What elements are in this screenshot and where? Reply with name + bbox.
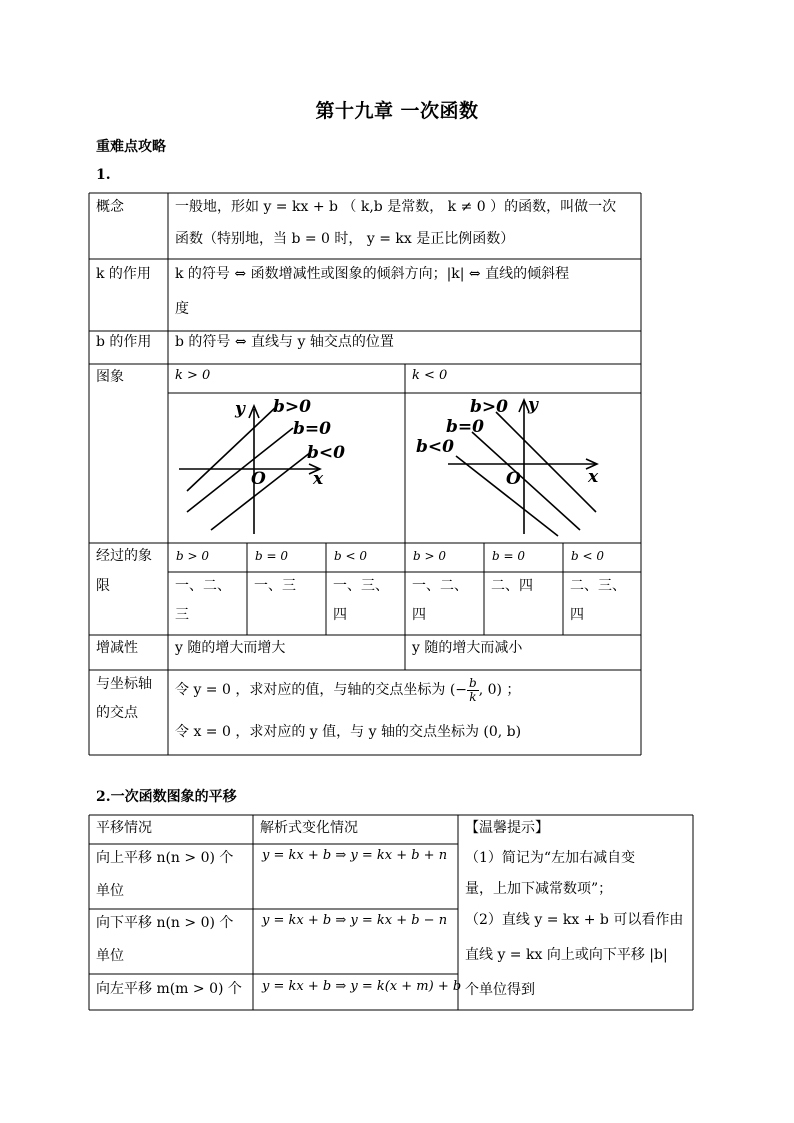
label-b-positive-left: b>0 <box>273 397 311 417</box>
quadrant-value: 一、三、 <box>333 578 389 594</box>
axis-x-label-right: x <box>588 467 599 487</box>
tip-line: （1）简记为“左加右减自变 <box>465 850 636 866</box>
k-negative-head: k < 0 <box>412 368 448 383</box>
monotonic-increasing: y 随的增大而增大 <box>175 640 286 656</box>
item-number-1: 1. <box>96 167 111 183</box>
quadrant-value: 四 <box>333 607 347 623</box>
intersection-label-2: 的交点 <box>96 705 138 721</box>
quadrant-value: 二、四 <box>491 578 533 594</box>
quadrant-label-1: 经过的象 <box>96 548 152 564</box>
origin-label-left: O <box>251 469 266 489</box>
tip-line: 直线 y = kx 向上或向下平移 |b| <box>465 947 668 963</box>
intersection-line-1-text: 令 y = 0 ，求对应的值，与轴的交点坐标为 <box>175 682 446 698</box>
quadrant-head: b < 0 <box>334 549 367 563</box>
t2-head-tip: 【温馨提示】 <box>465 820 549 836</box>
t2-head-case: 平移情况 <box>96 820 152 836</box>
shift-expression: y = kx + b ⇒ y = k(x + m) + b <box>262 979 462 994</box>
shift-case-line: 单位 <box>96 883 124 899</box>
quadrant-value: 二、三、 <box>570 578 626 594</box>
intersection-label-1: 与坐标轴 <box>96 676 152 692</box>
quadrant-head: b = 0 <box>492 549 525 563</box>
label-b-zero-left: b=0 <box>293 419 331 439</box>
quadrant-head: b < 0 <box>571 549 604 563</box>
quadrant-head: b > 0 <box>176 549 209 563</box>
axis-y-label-left: y <box>235 399 245 419</box>
tip-line: （2）直线 y = kx + b 可以看作由 <box>465 912 684 928</box>
tip-line: 个单位得到 <box>465 982 535 998</box>
k-role-label: k 的作用 <box>96 266 151 282</box>
label-b-negative-left: b<0 <box>307 443 345 463</box>
concept-line-2: 函数（特别地，当 b = 0 时， y = kx 是正比例函数） <box>175 231 515 247</box>
monotonic-decreasing: y 随的增大而减小 <box>412 640 523 656</box>
intersection-line-2: 令 x = 0 ，求对应的 y 值，与 y 轴的交点坐标为 (0, b) <box>175 724 522 740</box>
quadrant-head: b = 0 <box>255 549 288 563</box>
concept-label: 概念 <box>96 199 124 215</box>
item-heading-2: 2.一次函数图象的平移 <box>96 789 237 805</box>
label-b-negative-right: b<0 <box>416 437 454 457</box>
shift-case-line: 向左平移 m(m > 0) 个 <box>96 981 242 997</box>
tip-line: 量，上加下减常数项”； <box>465 881 613 897</box>
fraction-numerator: b <box>469 675 477 690</box>
quadrant-value: 一、二、 <box>175 578 231 594</box>
quadrant-head: b > 0 <box>413 549 446 563</box>
k-role-line-2: 度 <box>175 301 189 317</box>
monotonic-label: 增减性 <box>96 640 138 656</box>
quadrant-value: 一、三 <box>254 578 296 594</box>
quadrant-value: 三 <box>175 607 189 623</box>
section-heading: 重难点攻略 <box>96 139 166 155</box>
quadrant-value: 一、二、 <box>412 578 468 594</box>
label-b-zero-right: b=0 <box>446 417 484 437</box>
shift-expression: y = kx + b ⇒ y = kx + b − n <box>262 913 448 928</box>
k-positive-head: k > 0 <box>175 368 211 383</box>
k-role-line-1: k 的符号 ⇔ 函数增减性或图象的倾斜方向；|k| ⇔ 直线的倾斜程 <box>175 266 570 282</box>
axis-x-label-left: x <box>313 469 324 489</box>
t2-head-expression: 解析式变化情况 <box>260 820 358 836</box>
quadrant-value: 四 <box>412 607 426 623</box>
quadrant-label-2: 限 <box>96 578 110 594</box>
shift-case-line: 向上平移 n(n > 0) 个 <box>96 850 234 866</box>
graph-label: 图象 <box>96 369 124 385</box>
intersection-close: , 0) ； <box>478 682 521 698</box>
shift-case-line: 单位 <box>96 948 124 964</box>
intersection-open: (− <box>449 682 468 698</box>
page-title: 第十九章 一次函数 <box>315 100 479 122</box>
fraction-denominator: k <box>469 689 477 704</box>
label-b-positive-right: b>0 <box>470 397 508 417</box>
concept-line-1: 一般地，形如 y = kx + b （ k,b 是常数， k ≠ 0 ）的函数，叫做一次 <box>175 199 617 215</box>
b-role-text: b 的符号 ⇔ 直线与 y 轴交点的位置 <box>175 334 394 350</box>
axis-y-label-right: y <box>528 395 538 415</box>
b-role-label: b 的作用 <box>96 334 152 350</box>
shift-case-line: 向下平移 n(n > 0) 个 <box>96 915 234 931</box>
quadrant-value: 四 <box>570 607 584 623</box>
shift-expression: y = kx + b ⇒ y = kx + b + n <box>262 848 448 863</box>
origin-label-right: O <box>506 469 521 489</box>
